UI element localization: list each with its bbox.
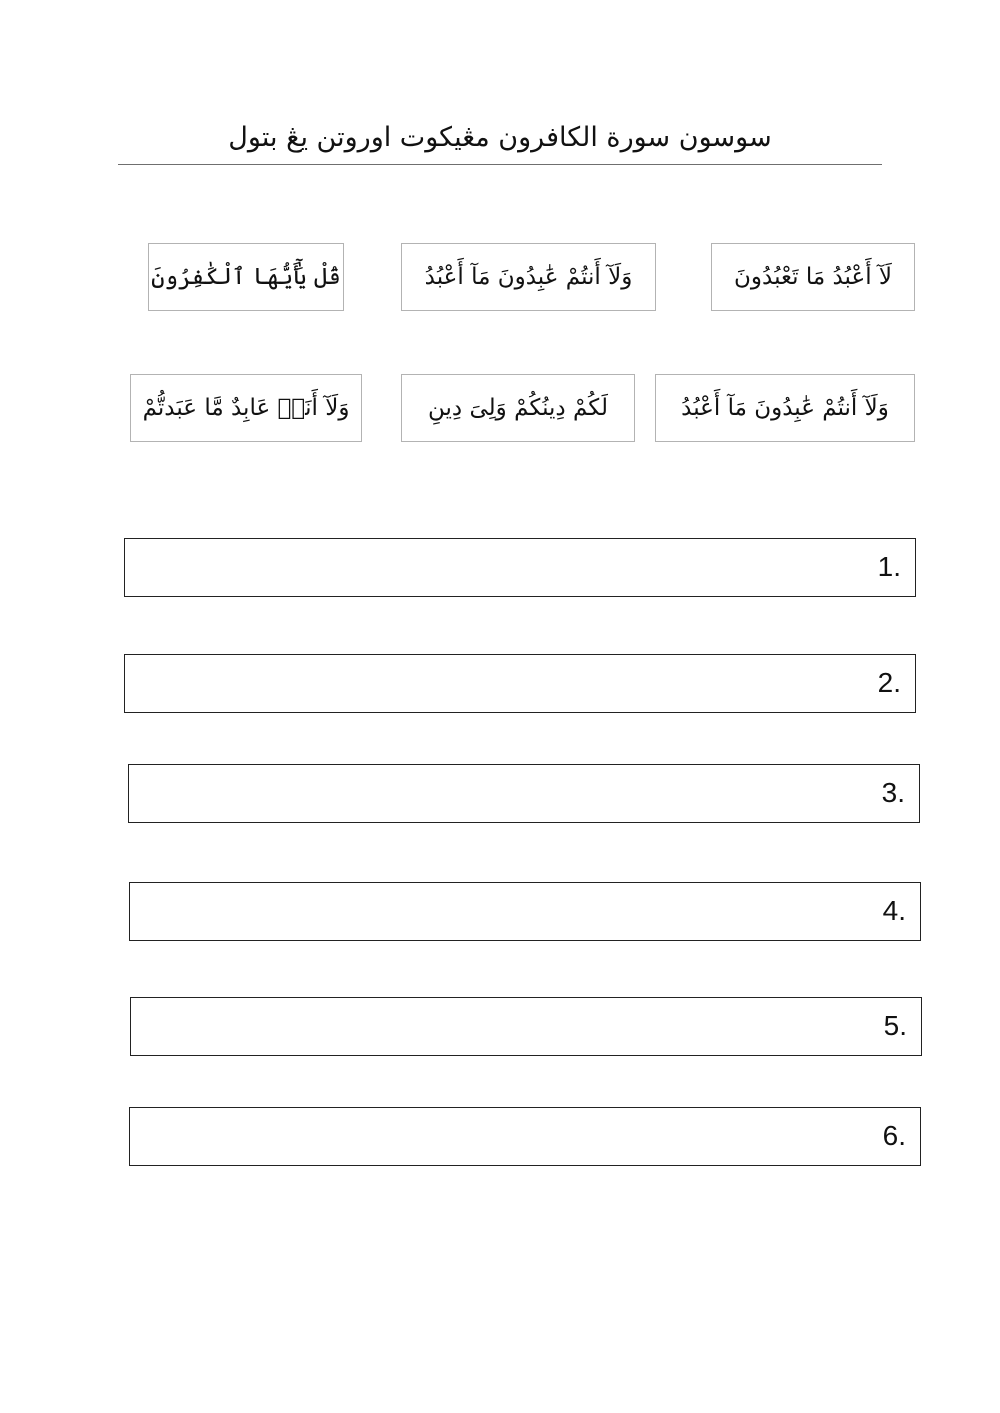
answer-number: .3 (881, 777, 905, 808)
answer-box-2[interactable] (124, 654, 916, 713)
verse-card[interactable]: وَلَآ أَنَا۠ عَابِدٌ مَّا عَبَدتُّمْ (130, 374, 362, 442)
verse-card[interactable]: وَلَآ أَنتُمْ عَٰبِدُونَ مَآ أَعْبُدُ (655, 374, 915, 442)
verse-card[interactable]: وَلَآ أَنتُمْ عَٰبِدُونَ مَآ أَعْبُدُ (401, 243, 656, 311)
verse-card[interactable]: لَآ أَعْبُدُ مَا تَعْبُدُونَ (711, 243, 915, 311)
answer-box-6[interactable] (129, 1107, 921, 1166)
answer-box-3[interactable] (128, 764, 920, 823)
answer-number: .4 (882, 895, 906, 926)
verse-card[interactable]: لَكُمْ دِينُكُمْ وَلِىَ دِينِ (401, 374, 635, 442)
title-underline (118, 164, 882, 165)
answer-number: .5 (883, 1010, 907, 1041)
answer-box-4[interactable] (129, 882, 921, 941)
verse-card[interactable]: قُلْ يَٰٓأَيُّهَا ٱلْكَٰفِرُونَ (148, 243, 344, 311)
worksheet-title: سوسون سورة الكافرون مڠيكوت اوروتن يڠ بتول (228, 122, 772, 153)
answer-box-1[interactable] (124, 538, 916, 597)
answer-number: .2 (877, 667, 901, 698)
answer-box-5[interactable] (130, 997, 922, 1056)
answer-number: .6 (882, 1120, 906, 1151)
answer-number: .1 (877, 551, 901, 582)
